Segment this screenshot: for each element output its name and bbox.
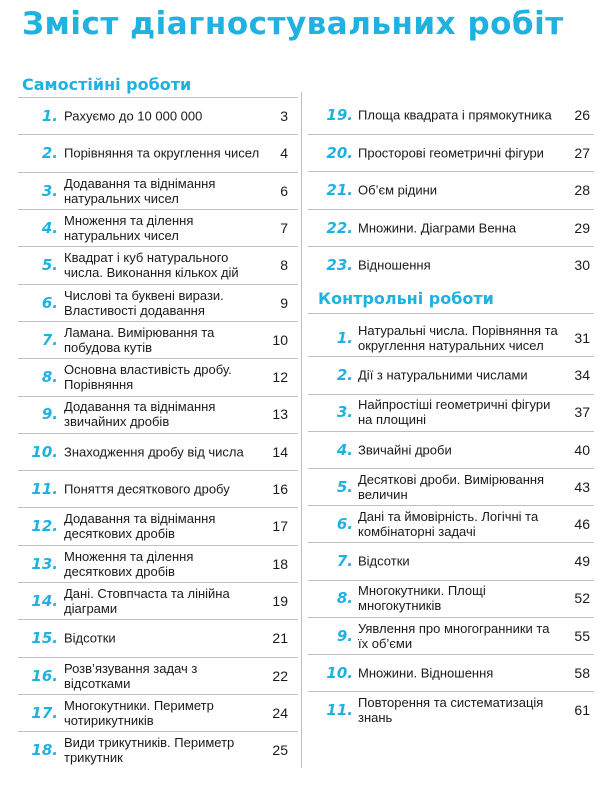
entry-title: Площа квадрата і прямокутника: [358, 107, 552, 123]
toc-entry[interactable]: [302, 618, 600, 654]
entry-title: Порівняння та округлення чисел: [64, 145, 260, 161]
entry-number: 7.: [336, 552, 353, 571]
entry-number: 6.: [41, 293, 58, 312]
entry-page-number: 18: [272, 555, 288, 572]
toc-entry[interactable]: [302, 247, 600, 283]
entry-page-number: 58: [574, 664, 590, 681]
entry-number: 2.: [336, 366, 353, 385]
entry-title: Дії з натуральними числами: [358, 367, 528, 383]
entry-title: Найпростіші геометричні фігури на площині: [358, 397, 551, 428]
toc-entry[interactable]: [302, 357, 600, 393]
section-title-independent: Самостійні роботи: [22, 75, 192, 94]
entry-number: 10.: [326, 663, 353, 682]
entry-page-number: 27: [574, 144, 590, 161]
toc-entry[interactable]: [0, 434, 302, 470]
entry-title: Розв’язування задач з відсотками: [64, 660, 198, 691]
toc-entry[interactable]: [0, 620, 302, 656]
entry-number: 2.: [41, 144, 58, 163]
entry-number: 21.: [326, 181, 353, 199]
entry-number: 16.: [31, 666, 58, 685]
entry-title: Ламана. Вимірювання та побудова кутів: [64, 324, 215, 355]
toc-entry[interactable]: [0, 210, 302, 246]
toc-entry[interactable]: [302, 580, 600, 616]
entry-page-number: 31: [574, 330, 590, 346]
entry-number: 13.: [31, 554, 58, 573]
entry-number: 20.: [326, 143, 353, 162]
entry-number: 18.: [31, 741, 58, 760]
entry-title: Відсотки: [358, 553, 410, 569]
entry-page-number: 6: [280, 182, 288, 199]
entry-number: 6.: [336, 515, 353, 533]
entry-number: 4.: [336, 440, 353, 459]
entry-number: 17.: [31, 703, 58, 722]
toc-entry[interactable]: [0, 508, 302, 544]
entry-title: Додавання та віднімання натуральних чисел: [64, 175, 216, 206]
entry-title: Множини. Діаграми Венна: [358, 220, 517, 235]
toc-entry[interactable]: [302, 506, 600, 542]
entry-page-number: 34: [574, 367, 590, 384]
entry-page-number: 29: [574, 219, 590, 236]
entry-page-number: 61: [574, 702, 590, 718]
entry-title: Знаходження дробу від числа: [64, 444, 244, 460]
toc-entry[interactable]: [302, 210, 600, 246]
entry-number: 3.: [41, 181, 58, 200]
entry-title: Додавання та віднімання десяткових дробів: [64, 511, 216, 542]
entry-title: Множини. Відношення: [358, 665, 494, 681]
toc-entry[interactable]: [0, 98, 302, 134]
entry-page-number: 30: [574, 257, 590, 273]
entry-title: Рахуємо до 10 000 000: [64, 108, 203, 124]
toc-entry[interactable]: [302, 320, 600, 356]
toc-entry[interactable]: [302, 172, 600, 208]
toc-entry[interactable]: [302, 432, 600, 468]
entry-title: Поняття десяткового дробу: [64, 481, 230, 497]
entry-number: 23.: [326, 256, 353, 274]
entry-page-number: 43: [574, 478, 590, 495]
entry-page-number: 12: [272, 369, 288, 386]
entry-title: Натуральні числа. Порівняння та округлення натуральних чисел: [358, 323, 558, 353]
entry-page-number: 8: [280, 257, 288, 274]
entry-title: Десяткові дроби. Вимірювання величин: [358, 471, 545, 502]
entry-page-number: 22: [272, 667, 288, 684]
entry-title: Звичайні дроби: [358, 442, 452, 458]
entry-number: 19.: [326, 106, 353, 124]
toc-entry[interactable]: [302, 97, 600, 133]
entry-page-number: 4: [280, 145, 288, 162]
entry-page-number: 9: [280, 294, 288, 311]
entry-page-number: 16: [272, 481, 288, 497]
toc-entry[interactable]: [0, 695, 302, 731]
entry-number: 5.: [336, 477, 353, 496]
entry-title: Відсотки: [64, 630, 116, 646]
toc-entry[interactable]: [0, 322, 302, 358]
entry-number: 9.: [41, 405, 58, 424]
toc-entry[interactable]: [0, 285, 302, 321]
entry-page-number: 17: [272, 518, 288, 535]
entry-number: 14.: [31, 591, 58, 610]
entry-page-number: 37: [574, 404, 590, 421]
entry-page-number: 19: [272, 592, 288, 609]
entry-title: Відношення: [358, 257, 431, 273]
entry-page-number: 52: [574, 590, 590, 607]
entry-number: 4.: [41, 218, 58, 237]
entry-page-number: 10: [272, 331, 288, 348]
entry-page-number: 40: [574, 441, 590, 458]
toc-entry[interactable]: [302, 469, 600, 505]
row-divider: [308, 313, 594, 314]
entry-title: Повторення та систематизація знань: [358, 695, 544, 725]
entry-title: Об’єм рідини: [358, 182, 438, 198]
entry-number: 12.: [31, 517, 58, 536]
entry-page-number: 49: [574, 553, 590, 570]
entry-title: Дані. Стовпчаста та лінійна діаграми: [64, 585, 230, 616]
entry-page-number: 3: [280, 108, 288, 124]
entry-number: 15.: [31, 629, 58, 648]
entry-number: 9.: [336, 626, 353, 645]
entry-number: 10.: [31, 442, 58, 461]
entry-title: Дані та ймовірність. Логічні та комбінаторні задачі: [358, 509, 539, 539]
toc-entry[interactable]: [0, 546, 302, 582]
entry-number: 5.: [41, 256, 58, 275]
toc-entry[interactable]: [0, 732, 302, 768]
entry-number: 11.: [326, 701, 353, 719]
entry-title: Многокутники. Площі многокутників: [358, 583, 486, 614]
toc-entry[interactable]: [0, 396, 302, 432]
entry-number: 8.: [41, 368, 58, 387]
entry-page-number: 46: [574, 516, 590, 532]
entry-page-number: 55: [574, 627, 590, 644]
entry-page-number: 25: [272, 742, 288, 759]
entry-title: Просторові геометричні фігури: [358, 145, 544, 160]
entry-number: 1.: [336, 329, 353, 347]
entry-page-number: 28: [574, 182, 590, 198]
toc-entry[interactable]: [0, 135, 302, 171]
entry-page-number: 26: [574, 107, 590, 123]
toc-entry[interactable]: [0, 471, 302, 507]
entry-title: Уявлення про многогранники та їх об’єми: [358, 620, 550, 651]
entry-title: Види трикутників. Периметр трикутник: [64, 735, 235, 766]
entry-title: Числові та буквені вирази. Властивості додавання: [64, 287, 224, 318]
entry-title: Множення та ділення десяткових дробів: [64, 548, 194, 579]
toc-entry[interactable]: [302, 692, 600, 728]
entry-number: 8.: [336, 589, 353, 608]
toc-entry[interactable]: [0, 583, 302, 619]
toc-entry[interactable]: [302, 394, 600, 430]
entry-title: Основна властивість дробу. Порівняння: [64, 362, 232, 393]
toc-entry[interactable]: [0, 173, 302, 209]
entry-page-number: 14: [272, 443, 288, 460]
entry-page-number: 21: [272, 630, 288, 647]
entry-title: Додавання та віднімання звичайних дробів: [64, 399, 216, 430]
toc-entry[interactable]: [0, 359, 302, 395]
entry-page-number: 7: [280, 219, 288, 236]
entry-number: 1.: [41, 107, 58, 125]
entry-page-number: 24: [272, 704, 288, 721]
toc-entry[interactable]: [0, 247, 302, 283]
entry-title: Многокутники. Периметр чотирикутників: [64, 697, 214, 728]
entry-number: 11.: [31, 480, 58, 498]
entry-number: 22.: [326, 218, 353, 237]
entry-number: 3.: [336, 403, 353, 422]
toc-entry[interactable]: [302, 543, 600, 579]
page-title: Зміст діагностувальних робіт: [22, 6, 564, 42]
entry-title: Множення та ділення натуральних чисел: [64, 212, 194, 243]
toc-entry[interactable]: [0, 658, 302, 694]
section-title-control: Контрольні роботи: [318, 289, 494, 308]
entry-number: 7.: [41, 330, 58, 349]
toc-entry[interactable]: [302, 135, 600, 171]
entry-page-number: 13: [272, 406, 288, 423]
toc-entry[interactable]: [302, 655, 600, 691]
entry-title: Квадрат і куб натурального числа. Виконання кількох дій: [64, 250, 239, 281]
